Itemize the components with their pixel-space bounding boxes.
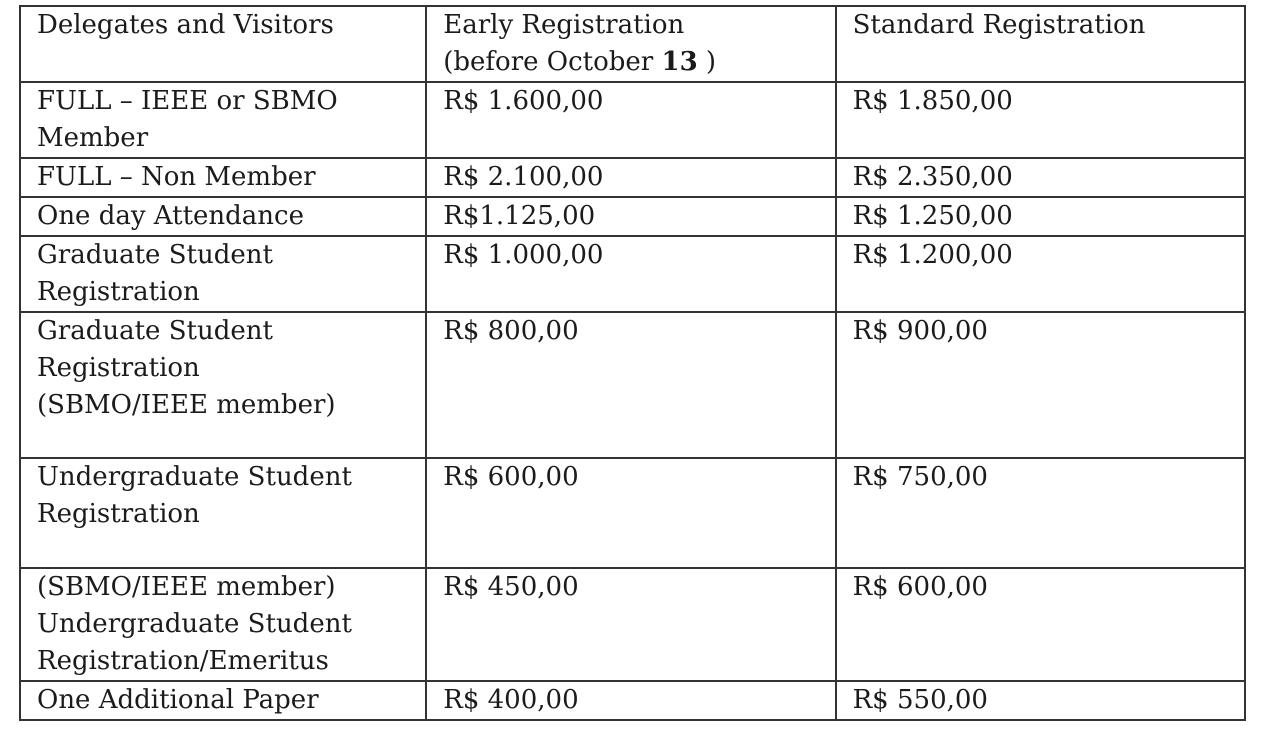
table-row [20, 236, 1245, 312]
header-category: Delegates and Visitors [20, 6, 426, 82]
row-standard-fee: R$ 600,00 [836, 568, 1245, 681]
row-standard-fee: R$ 1.250,00 [836, 197, 1245, 236]
row-category: Graduate Student Registration (SBMO/IEEE member) [20, 312, 426, 458]
row-early-fee: R$ 2.100,00 [426, 158, 835, 197]
row-category: FULL – Non Member [20, 158, 426, 197]
row-category: FULL – IEEE or SBMO Member [20, 82, 426, 158]
row-early-fee: R$ 1.000,00 [426, 236, 835, 312]
row-category: Graduate Student Registration [20, 236, 426, 312]
row-early-fee: R$ 400,00 [426, 681, 835, 720]
registration-fee-table [19, 5, 1246, 721]
row-category: One day Attendance [20, 197, 426, 236]
row-standard-fee: R$ 1.850,00 [836, 82, 1245, 158]
table-row [20, 458, 1245, 568]
row-standard-fee: R$ 2.350,00 [836, 158, 1245, 197]
row-early-fee: R$1.125,00 [426, 197, 835, 236]
table-row [20, 681, 1245, 720]
row-standard-fee: R$ 900,00 [836, 312, 1245, 458]
row-category: One Additional Paper [20, 681, 426, 720]
row-category: (SBMO/IEEE member) Undergraduate Student Registration/Emeritus [20, 568, 426, 681]
table-row [20, 568, 1245, 681]
row-standard-fee: R$ 750,00 [836, 458, 1245, 568]
row-category: Undergraduate Student Registration [20, 458, 426, 568]
header-early-registration: Early Registration (before October 13 ) [426, 6, 835, 82]
table-row [20, 312, 1245, 458]
header-standard-registration: Standard Registration [836, 6, 1245, 82]
row-early-fee: R$ 600,00 [426, 458, 835, 568]
row-early-fee: R$ 1.600,00 [426, 82, 835, 158]
row-standard-fee: R$ 1.200,00 [836, 236, 1245, 312]
row-early-fee: R$ 450,00 [426, 568, 835, 681]
row-standard-fee: R$ 550,00 [836, 681, 1245, 720]
table-row [20, 197, 1245, 236]
header-row [20, 6, 1245, 82]
table-row [20, 158, 1245, 197]
row-early-fee: R$ 800,00 [426, 312, 835, 458]
table-row [20, 82, 1245, 158]
